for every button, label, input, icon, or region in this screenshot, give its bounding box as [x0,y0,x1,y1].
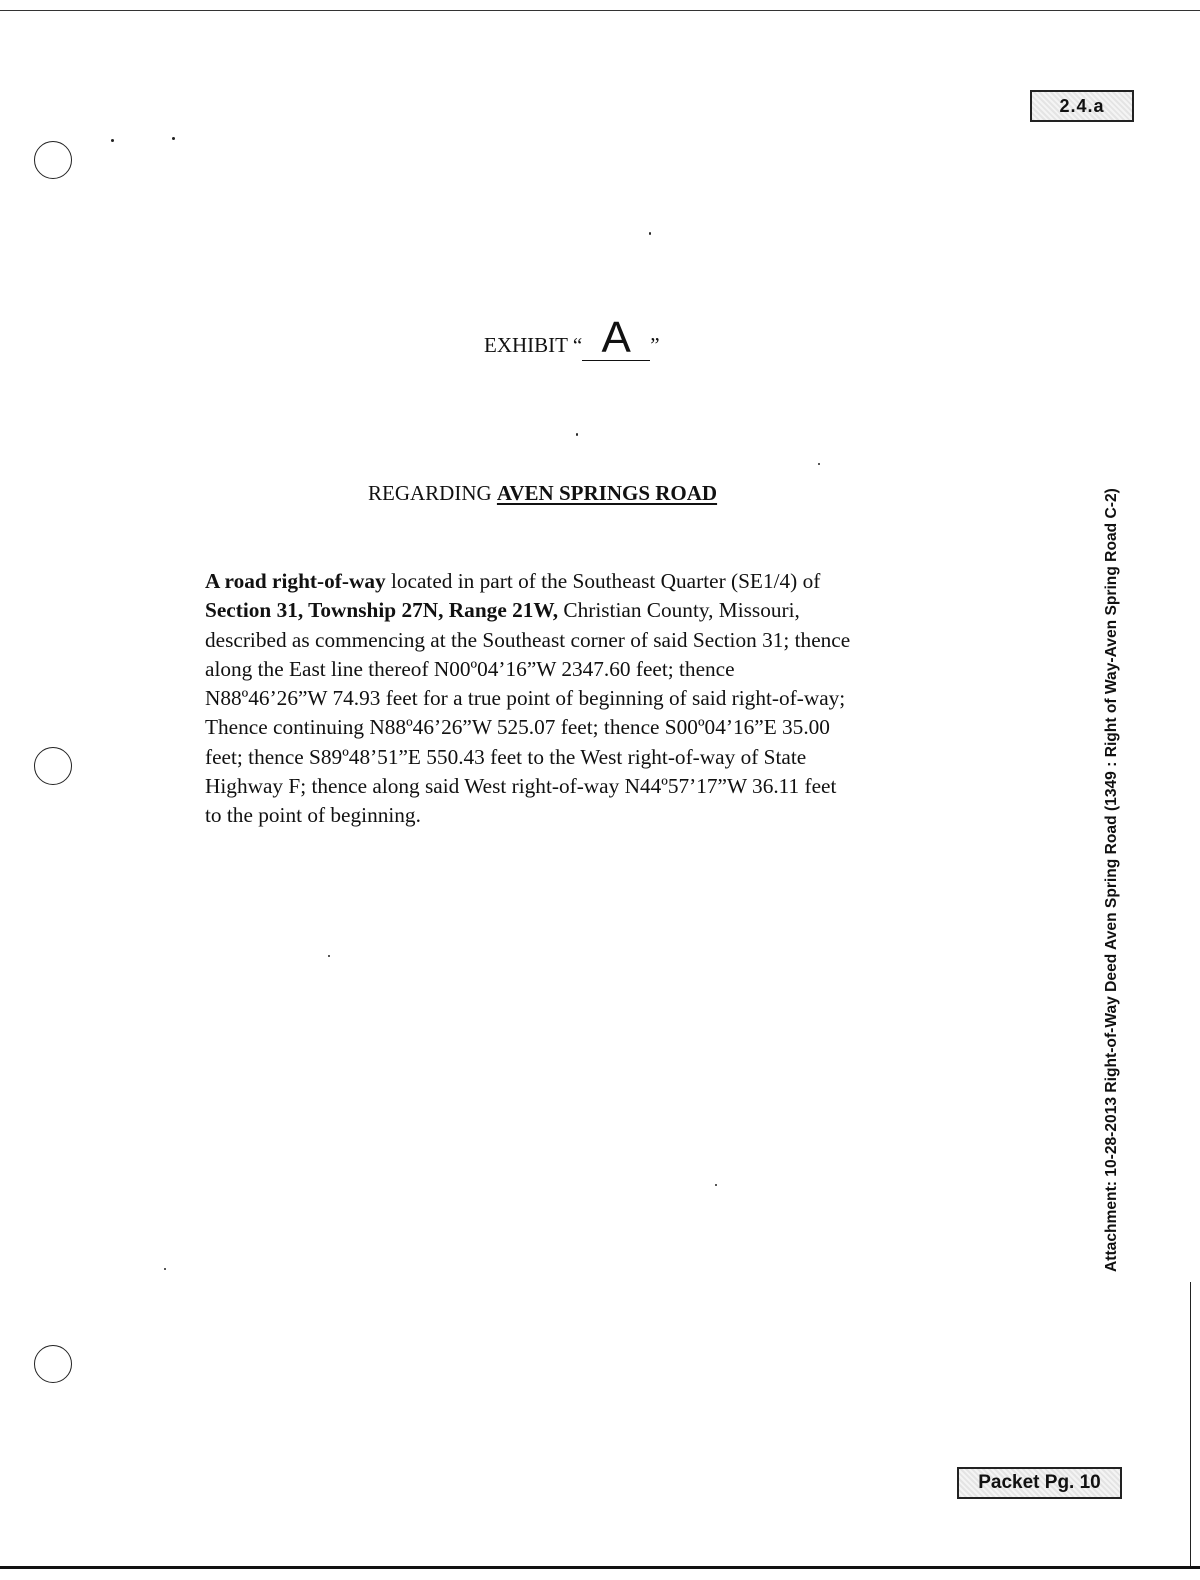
description-line: along the East line thereof N00º04’16”W 2347.60 feet; thence [205,656,735,681]
description-line [205,596,965,625]
punch-hole-middle [34,747,72,785]
description-line: Thence continuing N88º46’26”W 525.07 feet; thence S00º04’16”E 35.00 [205,715,830,740]
attachment-note: Attachment: 10-28-2013 Right-of-Way Deed Aven Spring Road (1349 : Right of Way-Aven Spring Road C-2) [1103,488,1120,1272]
description-line [205,567,965,596]
exhibit-close-quote: ” [650,333,660,357]
description-line: to the point of beginning. [205,803,421,828]
scan-speck [715,1184,717,1186]
description-text: Christian County, Missouri, [558,598,800,623]
regarding-label: REGARDING [368,481,492,505]
scan-speck [649,232,651,235]
agenda-item-stamp: 2.4.a [1030,90,1134,122]
description-text: located in part of the Southeast Quarter (SE1/4) of [385,569,821,593]
right-scan-edge [1190,1282,1191,1566]
description-line: Highway F; thence along said West right-of-way N44º57’17”W 36.11 feet [205,774,837,799]
top-scan-edge [0,10,1200,11]
punch-hole-top [34,141,72,179]
exhibit-open-quote: “ [572,333,583,357]
scan-speck [328,955,330,957]
exhibit-label: EXHIBIT [484,333,568,357]
description-line: feet; thence S89º48’51”E 550.43 feet to the West right-of-way of State [205,744,807,769]
bottom-scan-edge [0,1566,1200,1569]
scan-speck [172,137,175,140]
description-line: N88º46’26”W 74.93 feet for a true point of beginning of said right-of-way; [205,686,846,711]
scan-speck [576,433,578,436]
packet-page-stamp: Packet Pg. 10 [957,1467,1122,1499]
scan-speck [164,1268,166,1270]
scan-speck [111,139,114,142]
exhibit-letter: A [582,316,650,361]
regarding-heading [368,481,717,506]
road-name: AVEN SPRINGS ROAD [496,481,718,505]
description-line: described as commencing at the Southeast corner of said Section 31; thence [205,627,851,652]
legal-description [205,567,965,831]
exhibit-heading [484,313,660,362]
scan-speck [818,463,820,465]
description-bold-phrase: A road right-of-way [205,569,386,593]
punch-hole-bottom [34,1345,72,1383]
description-bold-phrase: Section 31, Township 27N, Range 21W, [205,598,559,623]
